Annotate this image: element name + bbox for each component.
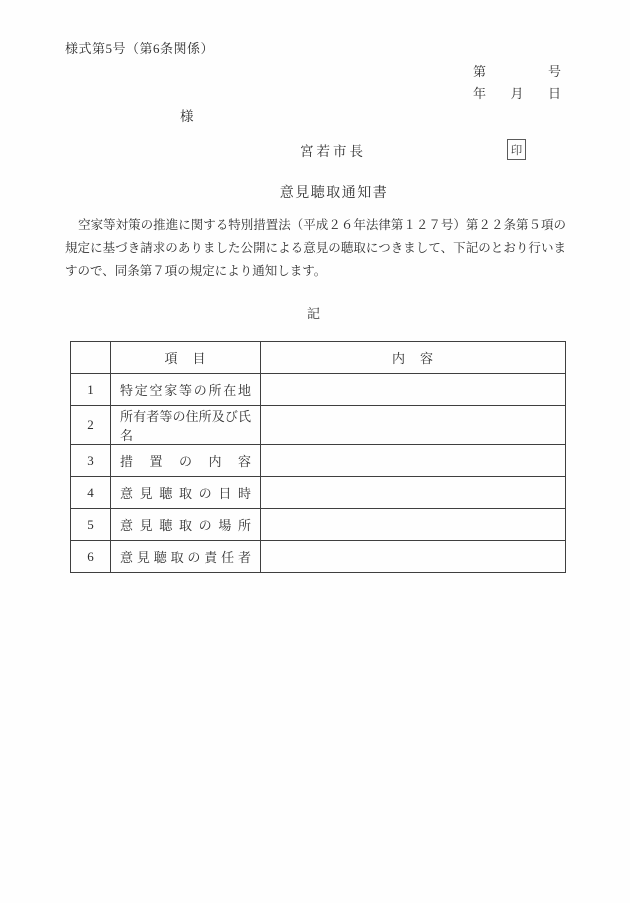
date-day-label: 日 <box>547 86 561 101</box>
date-month-label: 月 <box>510 86 524 101</box>
row-content-cell <box>261 541 566 573</box>
row-number: 1 <box>71 374 111 406</box>
form-style-label: 様式第5号（第6条関係） <box>65 41 215 56</box>
record-marker: 記 <box>306 306 320 321</box>
document-date-line <box>473 83 561 102</box>
row-item-label: 意見聴取の日時 <box>111 477 261 509</box>
seal-placeholder-box <box>507 139 526 160</box>
row-item-label: 特定空家等の所在地 <box>111 374 261 406</box>
row-number: 6 <box>71 541 111 573</box>
document-number-prefix: 第 <box>473 64 487 79</box>
row-item-label: 所有者等の住所及び氏名 <box>111 406 261 445</box>
header-no-cell <box>71 342 111 374</box>
header-item-cell: 項 目 <box>111 342 261 374</box>
row-number: 4 <box>71 477 111 509</box>
row-content-cell <box>261 445 566 477</box>
row-content-cell <box>261 406 566 445</box>
table-row <box>71 445 566 477</box>
row-content-cell <box>261 509 566 541</box>
row-item-label: 措置の内容 <box>111 445 261 477</box>
row-number: 2 <box>71 406 111 445</box>
header-content-cell: 内 容 <box>261 342 566 374</box>
document-title: 意見聴取通知書 <box>279 186 389 201</box>
document-number-suffix: 号 <box>547 64 561 79</box>
table-header-row <box>71 342 566 374</box>
row-number: 3 <box>71 445 111 477</box>
table-row <box>71 477 566 509</box>
row-content-cell <box>261 374 566 406</box>
table-row <box>71 509 566 541</box>
date-year-label: 年 <box>473 86 487 101</box>
row-item-label: 意見聴取の場所 <box>111 509 261 541</box>
notice-items-table <box>70 341 566 573</box>
table-row <box>71 374 566 406</box>
table-row <box>71 406 566 445</box>
table-row <box>71 541 566 573</box>
row-number: 5 <box>71 509 111 541</box>
row-content-cell <box>261 477 566 509</box>
addressee-honorific: 様 <box>180 109 194 124</box>
notice-body-paragraph: 空家等対策の推進に関する特別措置法（平成２６年法律第１２７号）第２２条第５項の規定に基づき請求のありました公開による意見の聴取につきまして、下記のとおり行いますので、同条第７項の規定により通知します。 <box>65 218 566 278</box>
document-number-line <box>473 61 561 80</box>
sender-title: 宮若市長 <box>300 144 366 159</box>
seal-mark-label: 印 <box>510 144 523 157</box>
row-item-label: 意見聴取の責任者 <box>111 541 261 573</box>
